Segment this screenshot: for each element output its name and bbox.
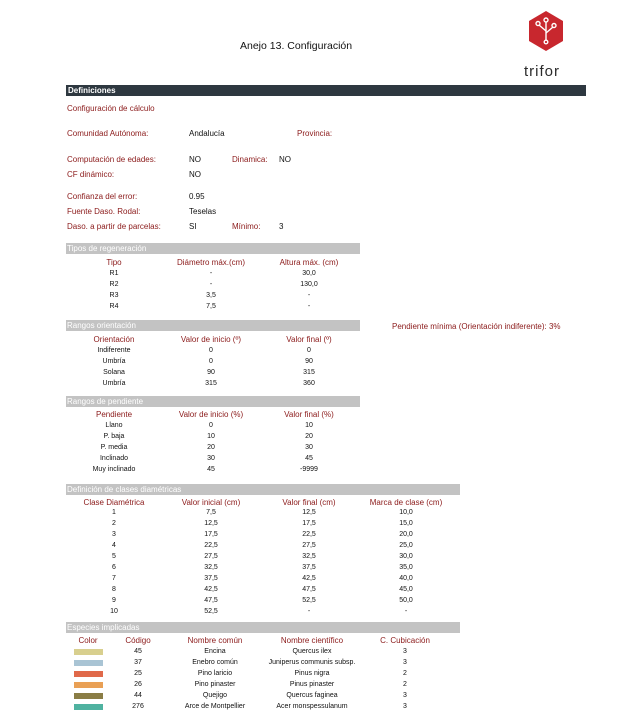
clases-cell: 1 [112,509,116,516]
regeneracion-cell: 130,0 [300,281,318,288]
clases-header: Clase Diamétrica [83,498,145,507]
cf-value: NO [189,170,201,179]
pendiente-cell: P. baja [103,433,125,440]
clases-cell: 20,0 [399,531,413,538]
pendiente-header: Valor de inicio (%) [178,410,244,419]
logo-wordmark: trifor [524,63,560,80]
pendiente-cell: 20 [207,444,215,451]
regeneracion-title: Tipos de regeneración [67,244,147,253]
regeneracion-section-bar [66,243,360,254]
clases-cell: 5 [112,553,116,560]
daso-value: SI [189,222,197,231]
clases-cell: 17,5 [204,531,218,538]
regeneracion-cell: R4 [109,303,119,310]
especies-cell-codigo: 45 [134,648,142,655]
especies-section-bar [66,622,460,633]
clases-cell: 52,5 [204,608,218,615]
confianza-label: Confianza del error: [67,192,138,201]
regeneracion-cell: - [307,292,311,299]
definiciones-bar-label: Definiciones [68,86,116,95]
pendiente-cell: Muy inclinado [92,466,136,473]
especies-cell-codigo: 25 [134,670,142,677]
pendiente-cell: 45 [305,455,313,462]
clases-cell: 47,5 [302,586,316,593]
provincia-label: Provincia: [297,129,333,138]
clases-cell: 22,5 [204,542,218,549]
pendiente-cell: Llano [105,422,123,429]
clases-cell: 10,0 [399,509,413,516]
clases-cell: 37,5 [302,564,316,571]
especies-cell-comun: Pino laricio [197,670,233,677]
clases-header: Valor inicial (cm) [181,498,241,507]
especies-header: Código [125,636,151,645]
pendiente-header: Valor final (%) [284,410,334,419]
clases-section-bar [66,484,460,495]
clases-header: Valor final (cm) [282,498,336,507]
especies-cell-cub: 3 [403,659,407,666]
regeneracion-cell: 3,5 [206,292,216,299]
regeneracion-header: Diámetro máx.(cm) [176,258,245,267]
species-color-swatch [74,649,103,655]
regeneracion-cell: 7,5 [206,303,216,310]
especies-cell-cientifico: Juniperus communis subsp. [268,659,356,666]
orientacion-cell: Umbría [102,358,126,365]
fuente-value: Teselas [189,207,217,216]
regeneracion-header: Tipo [106,258,122,267]
especies-cell-comun: Enebro común [192,659,238,666]
clases-cell: 10 [110,608,118,615]
clases-cell: 7,5 [206,509,216,516]
orientacion-cell: 360 [303,380,315,387]
definiciones-bar [66,85,586,96]
regeneracion-cell: R1 [109,270,119,277]
clases-cell: 3 [112,531,116,538]
especies-header: C. Cubicación [380,636,430,645]
clases-cell: 2 [112,520,116,527]
clases-cell: 22,5 [302,531,316,538]
orientacion-cell: 315 [303,369,315,376]
fuente-label: Fuente Daso. Rodal: [67,207,141,216]
regeneracion-cell: - [307,303,311,310]
clases-cell: 12,5 [302,509,316,516]
species-color-swatch [74,704,103,710]
cf-label: CF dinámico: [67,170,115,179]
pendiente-minima-note: Pendiente mínima (Orientación indiferente): 3% [392,322,561,331]
regeneracion-cell: - [209,281,213,288]
especies-cell-cientifico: Acer monspessulanum [276,703,348,710]
dinamica-label: Dinamica: [232,155,268,164]
page-title: Anejo 13. Configuración [240,40,353,52]
clases-cell: 27,5 [204,553,218,560]
clases-cell: 40,0 [399,575,413,582]
especies-cell-cientifico: Pinus nigra [294,670,330,677]
orientacion-cell: 0 [209,358,213,365]
regeneracion-cell: R2 [109,281,119,288]
clases-cell: - [404,608,408,615]
pendiente-header: Pendiente [95,410,133,419]
pendiente-section-bar [66,396,360,407]
orientacion-cell: 90 [305,358,313,365]
clases-cell: 7 [112,575,116,582]
orientacion-cell: Indiferente [97,347,131,354]
clases-cell: 45,0 [399,586,413,593]
especies-cell-comun: Encina [204,648,226,655]
especies-cell-cub: 2 [403,670,407,677]
especies-cell-codigo: 26 [134,681,142,688]
especies-cell-codigo: 44 [134,692,142,699]
clases-cell: 30,0 [399,553,413,560]
pendiente-cell: 30 [207,455,215,462]
clases-cell: 4 [112,542,116,549]
clases-cell: 32,5 [204,564,218,571]
pendiente-cell: 45 [207,466,215,473]
daso-label: Daso. a partir de parcelas: [67,222,161,231]
especies-cell-comun: Pino pinaster [194,681,236,688]
especies-cell-cub: 3 [403,703,407,710]
comunidad-value: Andalucía [189,129,225,138]
clases-cell: 37,5 [204,575,218,582]
pendiente-title: Rangos de pendiente [67,397,144,406]
especies-cell-comun: Arce de Montpellier [184,703,246,710]
clases-cell: 6 [112,564,116,571]
species-color-swatch [74,671,103,677]
especies-cell-codigo: 276 [132,703,144,710]
minimo-value: 3 [279,222,284,231]
pendiente-cell: P. media [100,444,128,451]
pendiente-cell: Inclinado [99,455,129,462]
especies-cell-codigo: 37 [134,659,142,666]
especies-cell-cub: 3 [403,692,407,699]
clases-cell: 9 [112,597,116,604]
clases-cell: 35,0 [399,564,413,571]
clases-cell: - [307,608,311,615]
orientacion-cell: 0 [307,347,311,354]
clases-header: Marca de clase (cm) [369,498,443,507]
clases-cell: 50,0 [399,597,413,604]
orientacion-cell: Solana [103,369,125,376]
orientacion-header: Valor final (º) [286,335,332,344]
orientacion-cell: 315 [205,380,217,387]
pendiente-cell: 0 [209,422,213,429]
orientacion-header: Valor de inicio (º) [180,335,242,344]
orientacion-header: Orientación [93,335,135,344]
clases-cell: 42,5 [302,575,316,582]
regeneracion-cell: 30,0 [302,270,316,277]
especies-header: Nombre común [187,636,243,645]
regeneracion-cell: - [209,270,213,277]
pendiente-cell: 30 [305,444,313,451]
clases-title: Definición de clases diamétricas [67,485,182,494]
computacion-label: Computación de edades: [67,155,156,164]
clases-cell: 17,5 [302,520,316,527]
especies-cell-cientifico: Quercus faginea [286,692,338,699]
minimo-label: Mínimo: [232,222,261,231]
especies-header: Nombre científico [280,636,344,645]
orientacion-cell: 90 [207,369,215,376]
especies-cell-cientifico: Pinus pinaster [289,681,335,688]
especies-cell-cub: 2 [403,681,407,688]
orientacion-title: Rangos orientación [67,321,136,330]
clases-cell: 52,5 [302,597,316,604]
comunidad-label: Comunidad Autónoma: [67,129,149,138]
orientacion-cell: 0 [209,347,213,354]
pendiente-cell: 10 [305,422,313,429]
pendiente-cell: 10 [207,433,215,440]
species-color-swatch [74,682,103,688]
dinamica-value: NO [279,155,291,164]
clases-cell: 8 [112,586,116,593]
trifor-logo-icon [528,11,564,51]
pendiente-cell: -9999 [300,466,318,473]
clases-cell: 15,0 [399,520,413,527]
especies-cell-cientifico: Quercus ilex [292,648,332,655]
clases-cell: 42,5 [204,586,218,593]
clases-cell: 47,5 [204,597,218,604]
clases-cell: 25,0 [399,542,413,549]
orientacion-section-bar [66,320,360,331]
computacion-value: NO [189,155,201,164]
clases-cell: 27,5 [302,542,316,549]
especies-header: Color [78,636,98,645]
especies-title: Especies implicadas [67,623,140,632]
pendiente-cell: 20 [305,433,313,440]
clases-cell: 12,5 [204,520,218,527]
clases-cell: 32,5 [302,553,316,560]
regeneracion-header: Altura máx. (cm) [279,258,339,267]
especies-cell-comun: Quejigo [202,692,228,699]
species-color-swatch [74,693,103,699]
orientacion-cell: Umbría [102,380,126,387]
confianza-value: 0.95 [189,192,205,201]
species-color-swatch [74,660,103,666]
regeneracion-cell: R3 [109,292,119,299]
config-label: Configuración de cálculo [67,104,155,113]
especies-cell-cub: 3 [403,648,407,655]
